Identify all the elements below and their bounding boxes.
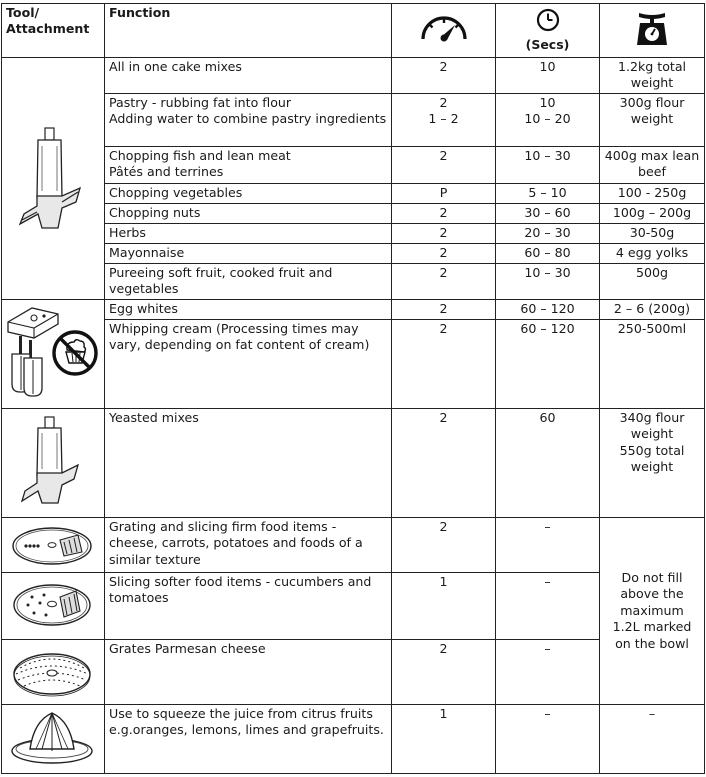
function-cell bbox=[105, 640, 392, 705]
function-cell bbox=[105, 184, 392, 204]
speed-value: 2 bbox=[439, 59, 448, 74]
time-value: – bbox=[544, 641, 551, 656]
function-cell bbox=[105, 409, 392, 518]
dough-blade-icon bbox=[2, 409, 102, 517]
function-text: Slicing softer food items - cucumbers and tomatoes bbox=[109, 574, 372, 606]
quantity-value: 300g flour weight bbox=[619, 95, 685, 127]
function-cell bbox=[105, 204, 392, 224]
time-value: 20 – 30 bbox=[524, 225, 571, 240]
function-cell bbox=[105, 573, 392, 640]
speed-gauge-icon bbox=[418, 13, 470, 43]
speed-cell bbox=[392, 94, 496, 147]
quantity-value: 1.2kg total weight bbox=[617, 59, 687, 91]
function-text: Grates Parmesan cheese bbox=[109, 641, 266, 656]
time-cell bbox=[496, 705, 600, 774]
table-row bbox=[2, 320, 705, 409]
quantity-value: 2 – 6 (200g) bbox=[613, 301, 691, 316]
time-value: – bbox=[544, 574, 551, 589]
quantity-cell bbox=[600, 58, 705, 94]
table-row bbox=[2, 705, 705, 774]
speed-cell bbox=[392, 58, 496, 94]
speed-cell bbox=[392, 705, 496, 774]
function-text: Pureeing soft fruit, cooked fruit and vegetables bbox=[109, 265, 333, 297]
time-cell bbox=[496, 518, 600, 573]
function-cell bbox=[105, 244, 392, 264]
speed-value: 2 bbox=[439, 519, 448, 534]
function-cell bbox=[105, 224, 392, 244]
time-value: 10 – 30 bbox=[524, 265, 571, 280]
speed-cell bbox=[392, 224, 496, 244]
time-header bbox=[496, 4, 600, 58]
time-value: 10 bbox=[539, 59, 556, 74]
table-row bbox=[2, 204, 705, 224]
table-row bbox=[2, 300, 705, 320]
no-cake-mix-icon bbox=[50, 328, 100, 378]
function-cell bbox=[105, 300, 392, 320]
speed-cell bbox=[392, 300, 496, 320]
speed-value: 1 bbox=[439, 574, 448, 589]
table-row bbox=[2, 58, 705, 94]
quantity-value: – bbox=[648, 706, 656, 721]
function-text: Chopping fish and lean meat bbox=[109, 148, 291, 163]
weighing-scale-icon bbox=[634, 9, 670, 47]
tool-cell-coarse-disc bbox=[2, 518, 105, 573]
function-cell bbox=[105, 94, 392, 147]
speed-cell bbox=[392, 320, 496, 409]
quantity-note: Do not fill above the maximum 1.2L marked on the bowl bbox=[612, 569, 692, 651]
time-cell bbox=[496, 224, 600, 244]
tool-cell-chopping-blade bbox=[2, 58, 105, 300]
time-cell bbox=[496, 640, 600, 705]
secs-label: (Secs) bbox=[525, 36, 570, 52]
function-text: Adding water to combine pastry ingredients bbox=[109, 111, 387, 127]
time-cell bbox=[496, 264, 600, 300]
quantity-cell bbox=[600, 264, 705, 300]
tool-cell-parmesan-disc bbox=[2, 640, 105, 705]
usage-table bbox=[1, 3, 705, 774]
function-cell bbox=[105, 518, 392, 573]
time-value: 60 bbox=[539, 410, 556, 425]
tool-cell-citrus-press bbox=[2, 705, 105, 774]
quantity-value: 500g bbox=[635, 265, 669, 280]
time-cell bbox=[496, 147, 600, 184]
quantity-cell bbox=[600, 705, 705, 774]
quantity-value: 100 - 250g bbox=[617, 185, 687, 200]
speed-cell bbox=[392, 147, 496, 184]
citrus-press-icon bbox=[2, 705, 102, 773]
tool-header-line1: Tool/ bbox=[6, 5, 40, 20]
function-text: Herbs bbox=[109, 225, 146, 240]
speed-value: 2 bbox=[439, 245, 448, 260]
speed-value: 2 bbox=[439, 301, 448, 316]
time-value: – bbox=[544, 706, 551, 721]
function-cell bbox=[105, 147, 392, 184]
function-text: Mayonnaise bbox=[109, 245, 185, 260]
speed-cell bbox=[392, 264, 496, 300]
coarse-slicing-grating-disc-icon bbox=[2, 518, 102, 572]
time-value: 60 – 120 bbox=[520, 321, 575, 336]
table-row bbox=[2, 94, 705, 147]
function-cell bbox=[105, 705, 392, 774]
function-text: Use to squeeze the juice from citrus fruits e.g.oranges, lemons, limes and grapefruits. bbox=[109, 706, 384, 738]
speed-cell bbox=[392, 244, 496, 264]
function-header: Function bbox=[105, 4, 392, 58]
quantity-value: 400g max lean beef bbox=[604, 148, 700, 180]
time-cell bbox=[496, 300, 600, 320]
quantity-cell bbox=[600, 244, 705, 264]
quantity-value: 250-500ml bbox=[617, 321, 687, 336]
quantity-value: 100g – 200g bbox=[612, 205, 692, 220]
speed-value: P bbox=[439, 185, 448, 200]
tool-header bbox=[2, 4, 105, 58]
time-cell bbox=[496, 184, 600, 204]
chopping-blade-icon bbox=[2, 58, 102, 297]
speed-cell bbox=[392, 204, 496, 224]
tool-cell-dough-blade bbox=[2, 409, 105, 518]
time-cell bbox=[496, 409, 600, 518]
speed-value: 2 bbox=[439, 410, 448, 425]
quantity-value: 30-50g bbox=[629, 225, 675, 240]
function-text: Yeasted mixes bbox=[109, 410, 199, 425]
speed-value: 1 – 2 bbox=[428, 111, 459, 127]
function-text: Grating and slicing firm food items - cheese, carrots, potatoes and foods of a similar texture bbox=[109, 519, 363, 567]
quantity-cell bbox=[600, 147, 705, 184]
fine-slicing-grating-disc-icon bbox=[2, 573, 102, 639]
speed-value: 2 bbox=[439, 205, 448, 220]
tool-cell-whisk bbox=[2, 300, 105, 409]
speed-cell bbox=[392, 409, 496, 518]
quantity-header bbox=[600, 4, 705, 58]
header-row bbox=[2, 4, 705, 58]
table-row bbox=[2, 147, 705, 184]
speed-value: 2 bbox=[439, 321, 448, 336]
speed-cell bbox=[392, 184, 496, 204]
speed-header bbox=[392, 4, 496, 58]
table-row bbox=[2, 264, 705, 300]
table-row bbox=[2, 573, 705, 640]
function-text: Chopping vegetables bbox=[109, 185, 243, 200]
time-cell bbox=[496, 94, 600, 147]
time-cell bbox=[496, 204, 600, 224]
time-value: 10 – 30 bbox=[524, 148, 571, 163]
table-row bbox=[2, 640, 705, 705]
time-cell bbox=[496, 320, 600, 409]
tool-header-line2: Attachment bbox=[6, 21, 90, 37]
time-cell bbox=[496, 573, 600, 640]
time-value: 5 – 10 bbox=[528, 185, 567, 200]
quantity-cell bbox=[600, 94, 705, 147]
quantity-value: 340g flour weight bbox=[619, 410, 685, 442]
time-value: 30 – 60 bbox=[524, 205, 571, 220]
function-cell bbox=[105, 264, 392, 300]
speed-cell bbox=[392, 518, 496, 573]
function-text: Whipping cream (Processing times may vary, depending on fat content of cream) bbox=[109, 321, 370, 353]
speed-value: 1 bbox=[439, 706, 448, 721]
function-text: All in one cake mixes bbox=[109, 59, 242, 74]
quantity-cell-shared bbox=[600, 518, 705, 705]
speed-value: 2 bbox=[439, 641, 448, 656]
table-row bbox=[2, 244, 705, 264]
time-value: 60 – 80 bbox=[524, 245, 571, 260]
time-cell bbox=[496, 58, 600, 94]
speed-value: 2 bbox=[439, 265, 448, 280]
function-text: Egg whites bbox=[109, 301, 178, 316]
parmesan-grating-disc-icon bbox=[2, 640, 102, 704]
speed-cell bbox=[392, 573, 496, 640]
speed-value: 2 bbox=[439, 225, 448, 240]
table-row bbox=[2, 409, 705, 518]
quantity-cell bbox=[600, 184, 705, 204]
quantity-value: 550g total weight bbox=[619, 442, 685, 475]
speed-cell bbox=[392, 640, 496, 705]
time-cell bbox=[496, 244, 600, 264]
tool-cell-fine-disc bbox=[2, 573, 105, 640]
function-text: Chopping nuts bbox=[109, 205, 201, 220]
time-value: 10 – 20 bbox=[524, 111, 571, 127]
table-row bbox=[2, 184, 705, 204]
time-value: – bbox=[544, 519, 551, 534]
function-cell bbox=[105, 58, 392, 94]
quantity-cell bbox=[600, 204, 705, 224]
time-value: 10 bbox=[539, 95, 556, 110]
clock-icon bbox=[535, 8, 561, 32]
time-value: 60 – 120 bbox=[520, 301, 575, 316]
function-cell bbox=[105, 320, 392, 409]
function-text: Pâtés and terrines bbox=[109, 164, 224, 180]
quantity-cell bbox=[600, 300, 705, 320]
quantity-cell bbox=[600, 224, 705, 244]
speed-value: 2 bbox=[439, 95, 448, 110]
quantity-cell bbox=[600, 320, 705, 409]
table-row bbox=[2, 224, 705, 244]
quantity-value: 4 egg yolks bbox=[615, 245, 689, 260]
function-text: Pastry - rubbing fat into flour bbox=[109, 95, 292, 110]
table-row bbox=[2, 518, 705, 573]
quantity-cell bbox=[600, 409, 705, 518]
speed-value: 2 bbox=[439, 148, 448, 163]
